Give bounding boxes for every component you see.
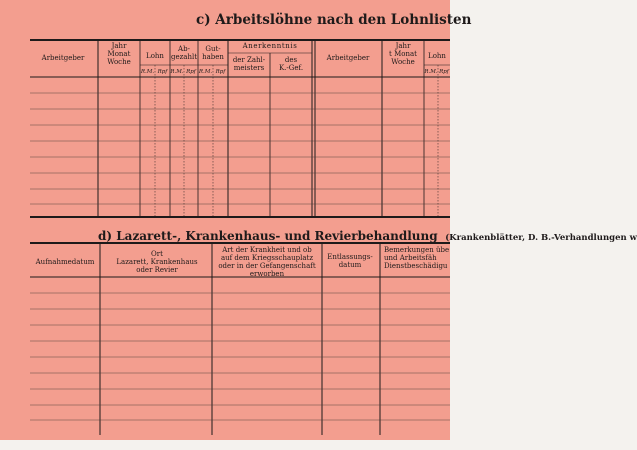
col-jahr-monat-woche: Jahr Monat Woche xyxy=(107,42,131,67)
col-lohn-2: Lohn xyxy=(428,52,446,60)
col-anerkenntnis: Anerkenntnis xyxy=(242,42,298,50)
col-arbeitgeber: Arbeitgeber xyxy=(41,54,85,62)
col-guthaben: Gut- haben xyxy=(202,45,224,62)
col-art-der-krankheit: Art der Krankheit und ob auf dem Kriegsschauplatz oder in der Gefangenschaft erworben xyxy=(218,246,316,279)
col-abgezahlt: Ab- gezahlt xyxy=(170,45,198,62)
section-c-title: c) Arbeitslöhne nach den Lohnlisten xyxy=(196,12,472,28)
col-entlassungsdatum: Entlassungs- datum xyxy=(327,253,373,270)
section-d-title-main: d) Lazarett-, Krankenhaus- und Revierbehandlung xyxy=(98,229,438,243)
col-lohn: Lohn xyxy=(146,52,164,60)
col-bemerkungen: Bemerkungen übe und Arbeitsfäh Dienstbeschädigu xyxy=(384,246,450,271)
currency-rm: R.M. xyxy=(198,69,213,75)
section-d-title-note: (Krankenblätter, D. B.-Verhandlungen w xyxy=(445,233,637,243)
currency-rm: R.M. xyxy=(170,69,184,75)
col-arbeitgeber-2: Arbeitgeber xyxy=(326,54,370,62)
currency-rpf: Rpf xyxy=(215,69,226,75)
col-kgef: des K.-Gef. xyxy=(278,56,304,73)
scan-background xyxy=(0,440,450,450)
currency-rm: R.M. xyxy=(140,69,155,75)
col-zahlmeister: der Zahl- meisters xyxy=(232,56,266,73)
currency-rm: R.M. xyxy=(424,69,438,75)
currency-rpf: Rpf xyxy=(186,69,196,75)
currency-rpf: Rpf xyxy=(439,69,449,75)
col-ort-lazarett: Ort Lazarett, Krankenhaus oder Revier xyxy=(116,250,198,275)
col-jahr-monat-woche-2: Jahr t Monat Woche xyxy=(389,42,417,67)
col-aufnahmedatum: Aufnahmedatum xyxy=(35,258,95,266)
currency-rpf: Rpf xyxy=(157,69,168,75)
